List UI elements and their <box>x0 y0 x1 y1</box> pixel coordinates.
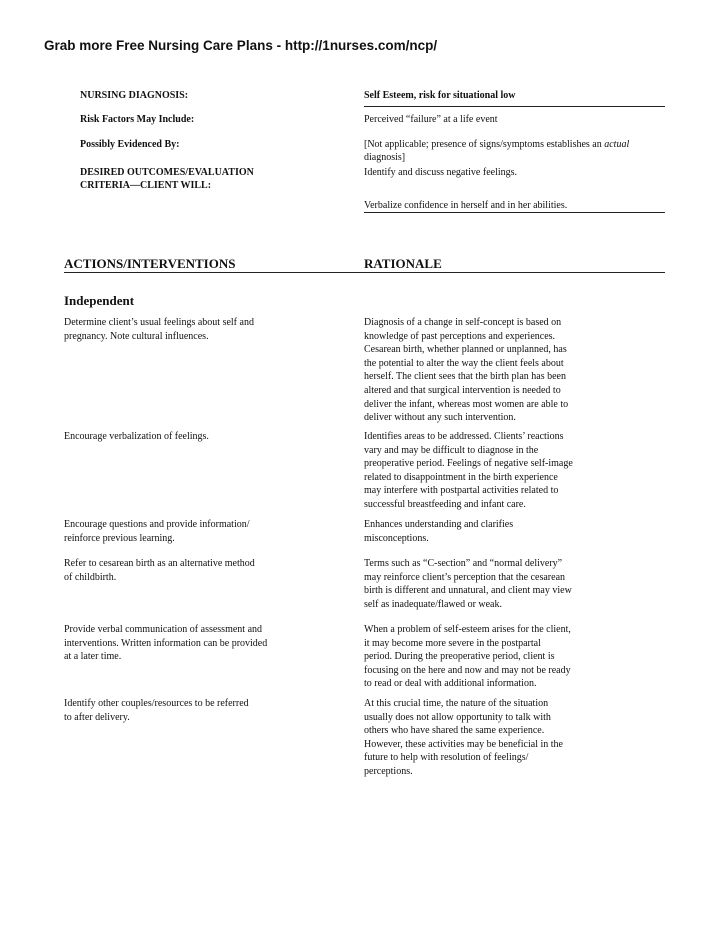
intervention-rationale <box>364 430 594 512</box>
outcomes-label-line2: CRITERIA—CLIENT WILL: <box>80 180 212 191</box>
action-line: interventions. Written information can be provided <box>64 637 268 649</box>
table-header-rule <box>64 272 665 273</box>
action-line: pregnancy. Note cultural influences. <box>64 330 209 342</box>
rationale-line: However, these activities may be beneficial in the <box>364 738 563 750</box>
risk-factors-value: Perceived “failure” at a life event <box>364 114 498 125</box>
rationale-line: Enhances understanding and clarifies <box>364 519 514 530</box>
risk-factors-label: Risk Factors May Include: <box>80 114 195 125</box>
action-line: to after delivery. <box>64 711 130 723</box>
action-line: Provide verbal communication of assessment and <box>64 624 263 635</box>
evidence-value <box>364 138 664 164</box>
rationale-line: deliver without any such intervention. <box>364 412 516 424</box>
rationale-line: future to help with resolution of feelings/ <box>364 752 529 764</box>
intervention-action <box>64 518 304 545</box>
action-line: Encourage questions and provide information/ <box>64 519 250 530</box>
rationale-line: may reinforce client’s perception that the cesarean <box>364 571 566 583</box>
intervention-rationale <box>364 623 594 691</box>
rationale-line: altered and that surgical intervention is needed to <box>364 384 561 396</box>
diagnosis-rule <box>364 106 665 107</box>
rationale-line: others who have shared the same experience. <box>364 725 545 737</box>
rationale-line: focusing on the here and now and may not be ready <box>364 664 571 676</box>
rationale-line: birth is different and unnatural, and client may view <box>364 585 572 597</box>
rationale-line: Terms such as “C-section” and “normal delivery” <box>364 558 563 569</box>
evidence-text: [Not applicable; presence of signs/symptoms establishes an <box>364 139 605 150</box>
rationale-line: may interfere with postpartal activities related to <box>364 485 559 497</box>
outcome-1: Identify and discuss negative feelings. <box>364 167 518 178</box>
action-line: Encourage verbalization of feelings. <box>64 431 209 442</box>
section-heading-independent: Independent <box>64 293 135 308</box>
rationale-line: Diagnosis of a change in self-concept is based on <box>364 317 562 328</box>
action-line: reinforce previous learning. <box>64 532 175 544</box>
rationale-line: vary and may be difficult to diagnose in the <box>364 444 539 456</box>
rationale-line: perceptions. <box>364 765 413 777</box>
evidence-label: Possibly Evidenced By: <box>80 139 180 150</box>
rationale-line: related to disappointment in the birth experience <box>364 471 558 483</box>
intervention-rationale <box>364 316 594 425</box>
actions-column-heading: ACTIONS/INTERVENTIONS <box>64 256 236 271</box>
action-line: of childbirth. <box>64 571 117 583</box>
rationale-line: preoperative period. Feelings of negative self-image <box>364 458 573 470</box>
rationale-line: it may become more severe in the postpartal <box>364 637 541 649</box>
diagnosis-value: Self Esteem, risk for situational low <box>364 90 516 101</box>
rationale-line: misconceptions. <box>364 532 429 544</box>
intervention-rationale <box>364 518 594 545</box>
rationale-line: usually does not allow opportunity to talk with <box>364 711 551 723</box>
intervention-action <box>64 316 304 343</box>
action-line: Determine client’s usual feelings about self and <box>64 317 254 328</box>
rationale-line: successful breastfeeding and infant care. <box>364 498 526 510</box>
evidence-text-cont: diagnosis] <box>364 152 406 163</box>
diagnosis-label: NURSING DIAGNOSIS: <box>80 90 189 101</box>
outcomes-label <box>80 166 340 192</box>
rationale-line: period. During the preoperative period, client is <box>364 651 555 663</box>
rationale-line: deliver the infant, whereas most women are able to <box>364 398 569 410</box>
rationale-line: knowledge of past perceptions and experiences. <box>364 330 556 342</box>
rationale-line: herself. The client sees that the birth plan has been <box>364 371 566 383</box>
action-line: at a later time. <box>64 651 122 663</box>
intervention-rationale <box>364 697 594 779</box>
rationale-line: the potential to alter the way the client feels about <box>364 357 564 369</box>
outcomes-label-line1: DESIRED OUTCOMES/EVALUATION <box>80 167 254 178</box>
rationale-line: Cesarean birth, whether planned or unplanned, has <box>364 344 567 356</box>
rationale-column-heading: RATIONALE <box>364 256 442 271</box>
rationale-line: At this crucial time, the nature of the situation <box>364 698 549 709</box>
rationale-line: self as inadequate/flawed or weak. <box>364 598 502 610</box>
intervention-rationale <box>364 557 594 611</box>
intervention-action <box>64 430 304 444</box>
action-line: Identify other couples/resources to be referred <box>64 698 249 709</box>
rationale-line: When a problem of self-esteem arises for the client, <box>364 624 571 635</box>
rationale-line: to read or deal with additional information. <box>364 678 537 690</box>
action-line: Refer to cesarean birth as an alternative method <box>64 558 255 569</box>
outcome-2: Verbalize confidence in herself and in her abilities. <box>364 200 568 211</box>
banner-link-text[interactable]: Grab more Free Nursing Care Plans - http://1nurses.com/ncp/ <box>44 38 438 53</box>
intervention-action <box>64 557 304 584</box>
rationale-line: Identifies areas to be addressed. Clients’ reactions <box>364 431 564 442</box>
intervention-action <box>64 623 304 664</box>
evidence-emphasis: actual <box>604 139 630 150</box>
intervention-action <box>64 697 304 724</box>
outcomes-rule <box>364 212 665 213</box>
